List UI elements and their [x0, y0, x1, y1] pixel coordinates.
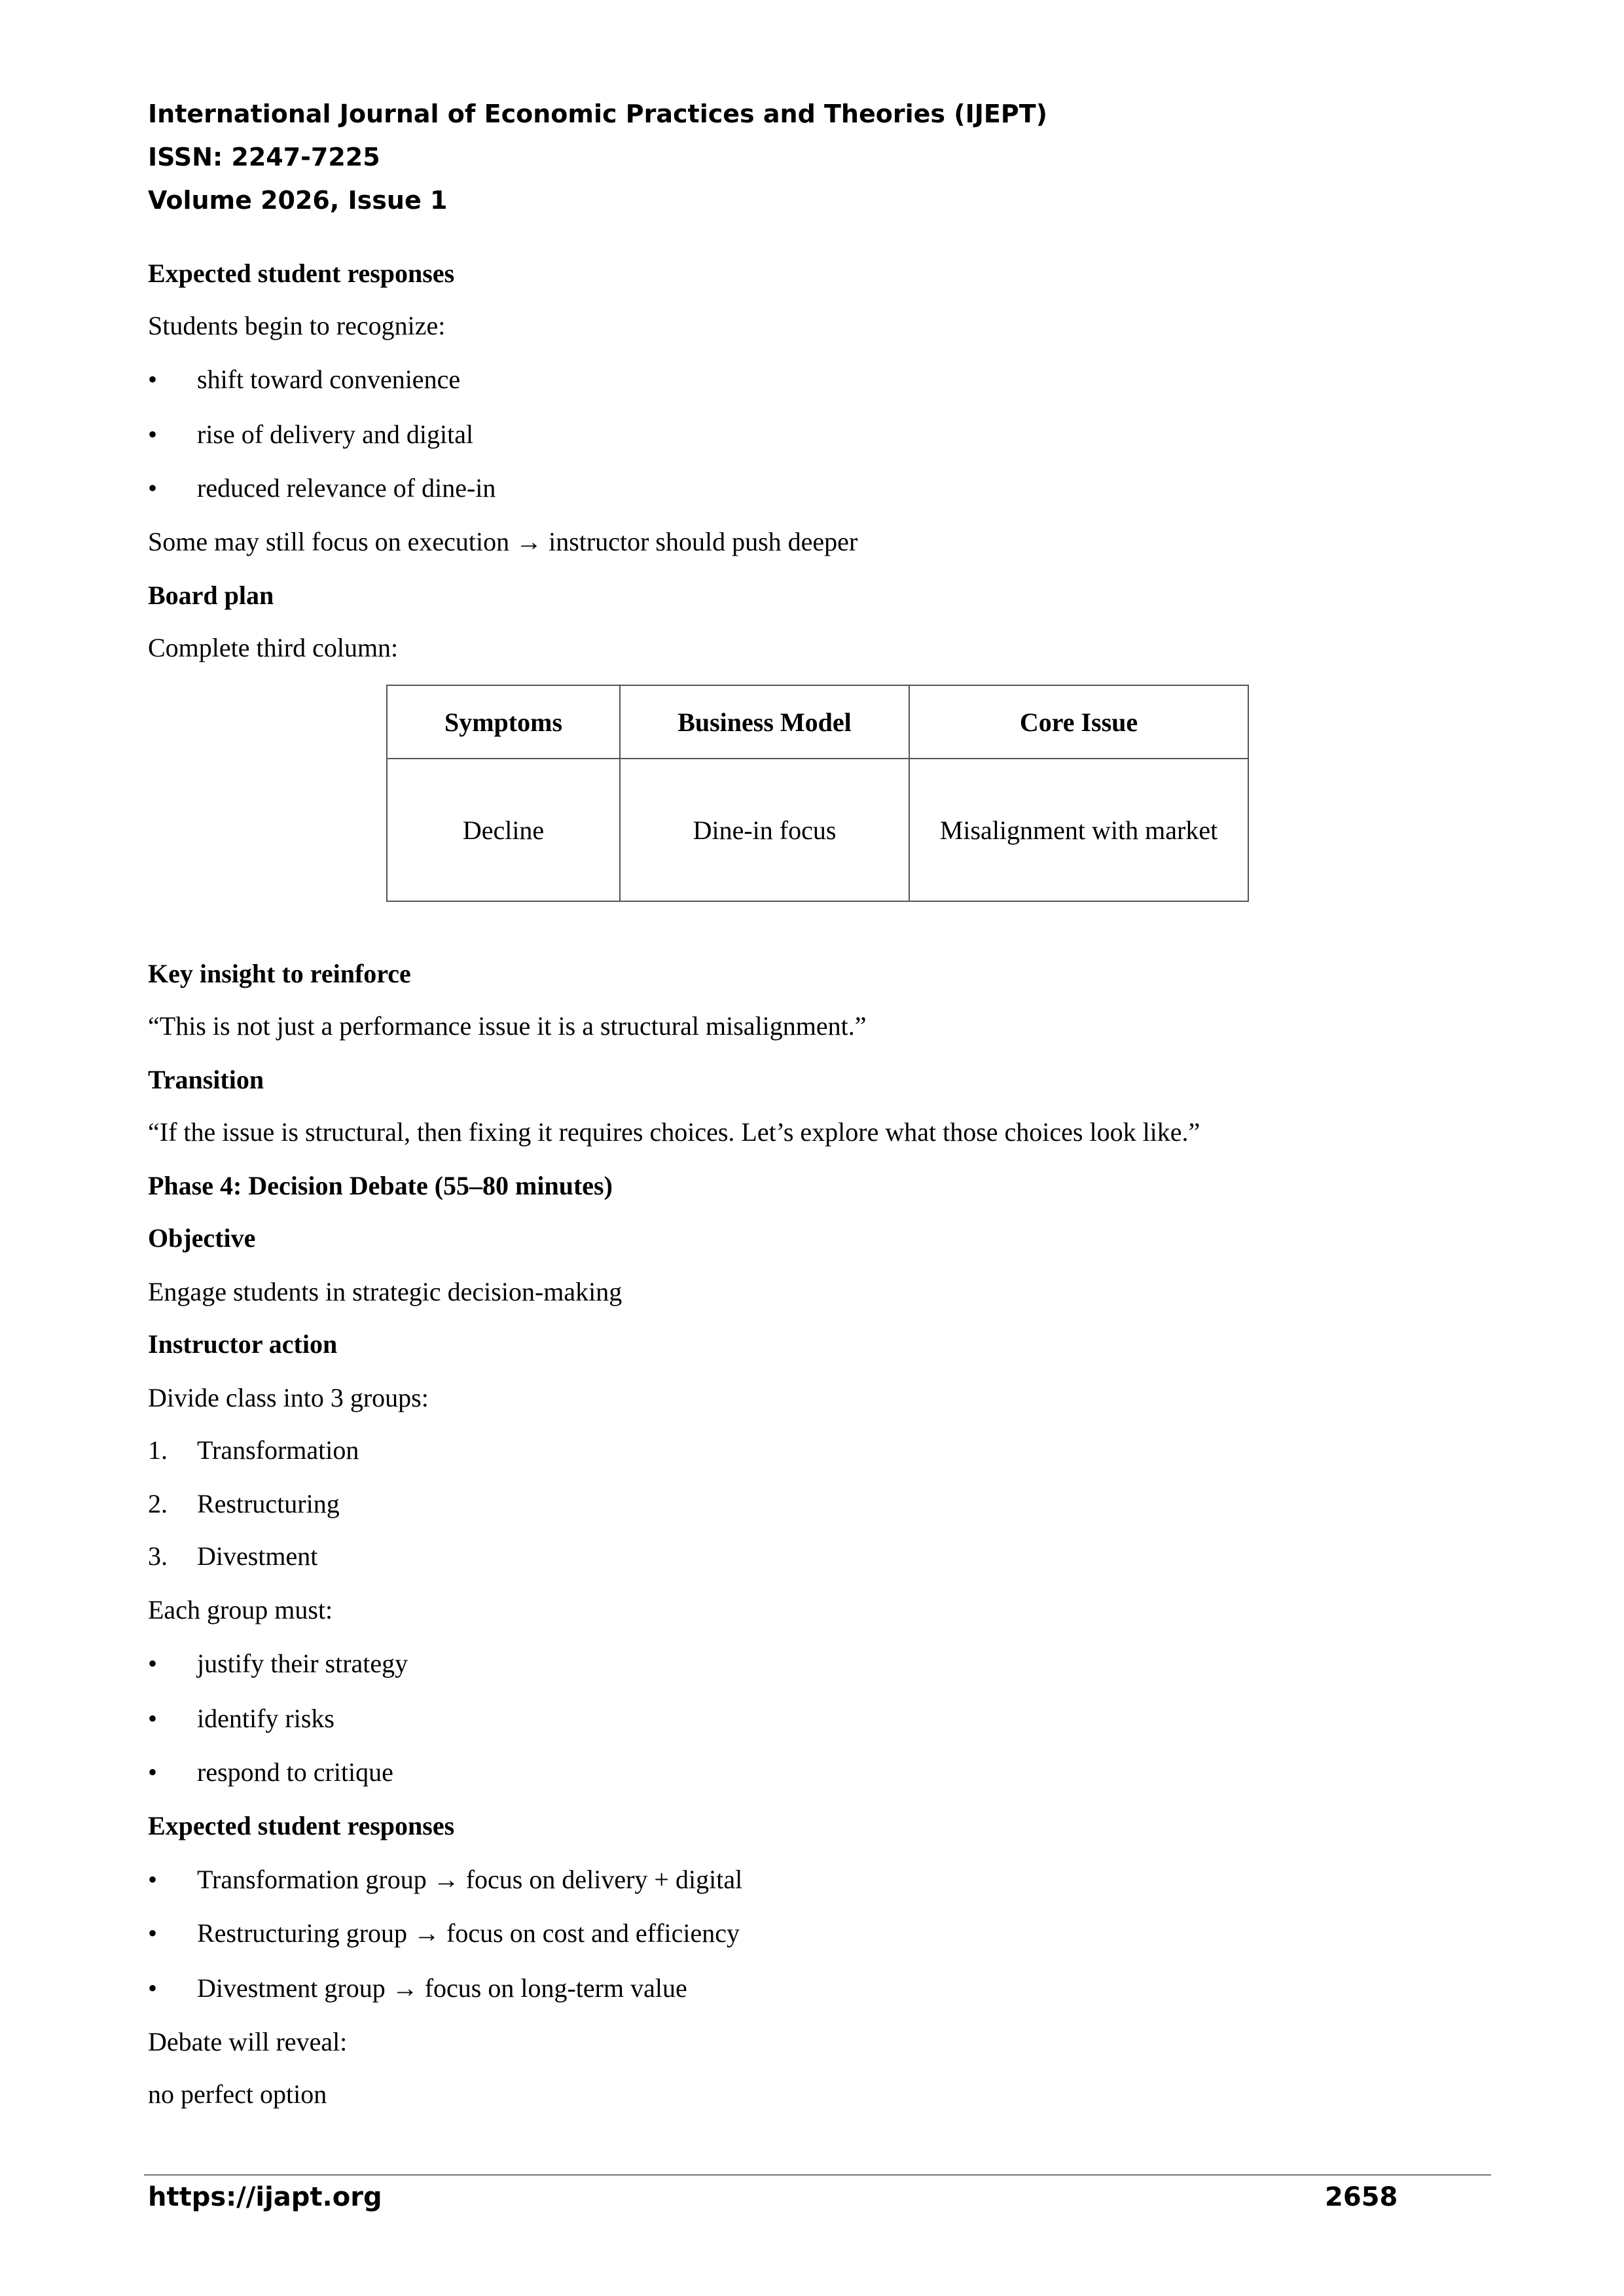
volume-issue: Volume 2026, Issue 1 — [148, 186, 448, 215]
list-item: shift toward convenience — [197, 365, 461, 394]
list-item: reduced relevance of dine-in — [197, 473, 496, 503]
quote: “If the issue is structural, then fixing it requires choices. Let’s explore what those choices look like.” — [148, 1117, 1200, 1147]
list-item: rise of delivery and digital — [197, 420, 474, 449]
paragraph: Some may still focus on execution → instructor should push deeper — [148, 527, 858, 556]
footer-divider — [144, 2174, 1491, 2176]
list-item: respond to critique — [197, 1757, 393, 1787]
subheading-objective: Objective — [148, 1223, 256, 1253]
list-item: Divestment group → focus on long-term value — [197, 1973, 687, 2003]
paragraph: no perfect option — [148, 2079, 327, 2109]
bullet-icon: • — [148, 420, 158, 449]
table-row — [387, 759, 1248, 901]
paragraph: Engage students in strategic decision-making — [148, 1277, 623, 1306]
table-cell: Decline — [387, 759, 620, 901]
paragraph: Each group must: — [148, 1595, 333, 1624]
table-header-cell: Symptoms — [387, 685, 620, 759]
list-number: 2. — [148, 1489, 168, 1518]
section-heading-key-insight: Key insight to reinforce — [148, 959, 411, 988]
quote: “This is not just a performance issue it is a structural misalignment.” — [148, 1011, 867, 1041]
bullet-icon: • — [148, 473, 158, 503]
bullet-icon: • — [148, 1918, 158, 1948]
list-item: Restructuring — [197, 1489, 340, 1518]
list-item: identify risks — [197, 1704, 334, 1733]
list-item: justify their strategy — [197, 1649, 408, 1678]
paragraph: Complete third column: — [148, 633, 399, 662]
table-cell: Misalignment with market — [909, 759, 1248, 901]
section-heading-phase-4: Phase 4: Decision Debate (55–80 minutes) — [148, 1171, 613, 1200]
subheading-expected-responses: Expected student responses — [148, 1811, 455, 1840]
footer-url-link[interactable]: https://ijapt.org — [148, 2182, 382, 2212]
table-header-cell: Business Model — [620, 685, 909, 759]
bullet-icon: • — [148, 1704, 158, 1733]
issn: ISSN: 2247-7225 — [148, 143, 380, 171]
paragraph: Debate will reveal: — [148, 2027, 348, 2056]
bullet-icon: • — [148, 1757, 158, 1787]
section-heading-transition: Transition — [148, 1065, 264, 1094]
table-header-cell: Core Issue — [909, 685, 1248, 759]
bullet-icon: • — [148, 1973, 158, 2003]
bullet-icon: • — [148, 365, 158, 394]
paragraph: Divide class into 3 groups: — [148, 1383, 429, 1412]
table-header-row — [387, 685, 1248, 759]
subheading-instructor-action: Instructor action — [148, 1329, 338, 1359]
paragraph: Students begin to recognize: — [148, 311, 446, 340]
list-item: Transformation — [197, 1435, 359, 1465]
journal-title: International Journal of Economic Practices and Theories (IJEPT) — [148, 99, 1047, 128]
table-cell: Dine-in focus — [620, 759, 909, 901]
board-plan-table — [386, 685, 1249, 902]
list-item: Divestment — [197, 1541, 318, 1571]
page-number: 2658 — [1325, 2182, 1398, 2212]
list-item: Transformation group → focus on delivery + digital — [197, 1865, 743, 1894]
list-number: 3. — [148, 1541, 168, 1571]
bullet-icon: • — [148, 1649, 158, 1678]
list-number: 1. — [148, 1435, 168, 1465]
list-item: Restructuring group → focus on cost and efficiency — [197, 1918, 740, 1948]
bullet-icon: • — [148, 1865, 158, 1894]
section-heading-board-plan: Board plan — [148, 581, 274, 610]
section-heading-expected-responses: Expected student responses — [148, 259, 455, 288]
